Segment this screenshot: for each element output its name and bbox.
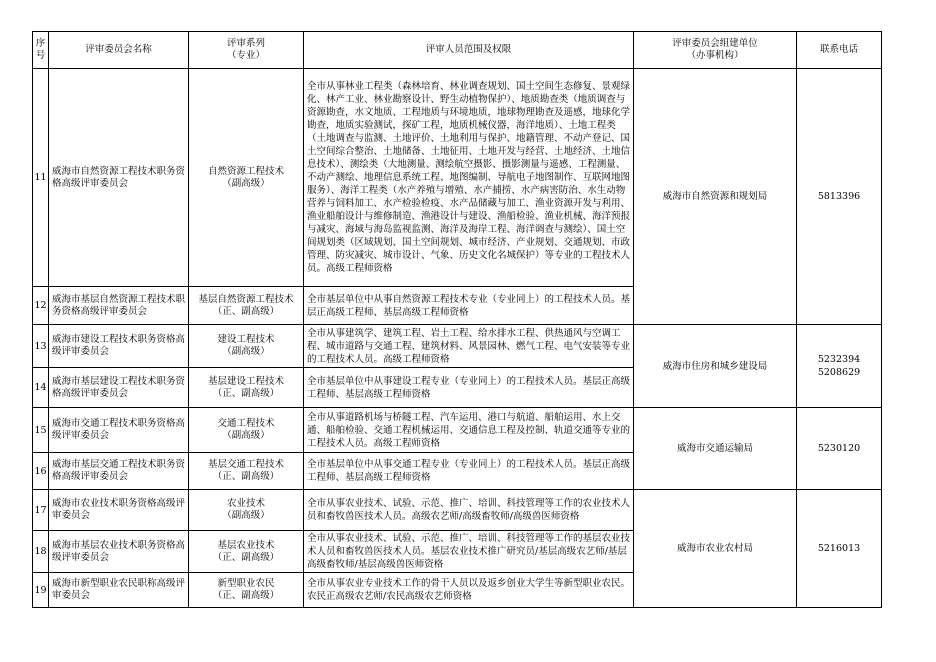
row-seq: 12 [33,287,49,325]
row-seq: 13 [33,325,49,368]
evaluation-series: 基层交通工程技术 （正、副高级） [189,453,304,490]
row-seq: 11 [33,69,49,287]
row-seq: 18 [33,531,49,573]
evaluation-series: 自然资源工程技术 （副高级） [189,69,304,287]
organizing-unit: 威海市自然资源和规划局 [634,69,797,325]
committee-name: 威海市农业技术职务资格高级评审委员会 [49,490,189,531]
row-seq: 17 [33,490,49,531]
evaluation-committee-table [32,31,882,608]
row-seq: 14 [33,368,49,408]
table-row [33,490,882,531]
organizing-unit: 威海市交通运输局 [634,408,797,490]
evaluation-series: 农业技术 （副高级） [189,490,304,531]
contact-phone: 5813396 [797,69,882,325]
header-series: 评审系列 （专业） [189,32,304,69]
evaluation-series: 建设工程技术 （副高级） [189,325,304,368]
evaluation-series: 交通工程技术 （副高级） [189,408,304,453]
evaluation-scope: 全市基层单位中从事交通工程专业（专业同上）的工程技术人员。基层正高级工程师、基层高级工程师资格 [304,453,634,490]
evaluation-series: 基层自然资源工程技术 （正、副高级） [189,287,304,325]
evaluation-series: 基层建设工程技术 （正、副高级） [189,368,304,408]
evaluation-series: 新型职业农民 （正、副高级） [189,573,304,608]
committee-name: 威海市建设工程技术职务资格高级评审委员会 [49,325,189,368]
header-org: 评审委员会组建单位 （办事机构） [634,32,797,69]
evaluation-scope: 全市从事林业工程类（森林培育、林业调查规划、国土空间生态修复、景观绿化、林产工业、林业勘察设计、野生动植物保护）、地质勘查类（地质调查与资源勘查，水文地质、工程地质与环境地质，地球物理勘查及遥感，地球化学勘查，地质实验测试，探矿工程，地质机械仪器，海洋地质）、土地工程类（土地调查与监测、土地评价、土地利用与保护、地籍管理、不动产登记、国土空间综合整治、土地储备、土地征用、土地开发与经营、土地经济、土地信息技术）、测绘类（大地测量、测绘航空摄影、摄影测量与遥感、工程测量、不动产测绘、地理信息系统工程、地图编制、导航电子地图制作、互联网地图服务）、海洋工程类（水产养殖与增殖、水产捕捞、水产病害防治、水生动物营养与饲料加工、水产检验检疫、水产品储藏与加工、渔业资源开发与利用、渔业船舶设计与维修制造、渔港设计与建设、渔船检验、渔业机械、海洋预报与减灾、海域与海岛监视监测、海洋及海岸工程、海洋调查与测绘）、国土空间规划类（区域规划、国土空间规划、城市经济、产业规划、交通规划、市政管理、防灾减灾、城市设计、气象、历史文化名城保护）等专业的工程技术人员。高级工程师资格 [304,69,634,287]
committee-name: 威海市基层建设工程技术职务资格高级评审委员会 [49,368,189,408]
header-seq: 序 号 [33,32,49,69]
table-row [33,408,882,453]
evaluation-series: 基层农业技术 （正、副高级） [189,531,304,573]
committee-name: 威海市交通工程技术职务资格高级评审委员会 [49,408,189,453]
evaluation-scope: 全市从事建筑学、建筑工程、岩土工程、给水排水工程、供热通风与空调工程、城市道路与交通工程、建筑材料、风景园林、燃气工程、电气安装等专业的工程技术人员。高级工程师资格 [304,325,634,368]
table-row [33,325,882,368]
organizing-unit: 威海市农业农村局 [634,490,797,608]
row-seq: 16 [33,453,49,490]
committee-name: 威海市基层农业技术职务资格高级评审委员会 [49,531,189,573]
evaluation-scope: 全市从事农业专业技术工作的骨干人员以及返乡创业大学生等新型职业农民。农民正高级农艺师/农民高级农艺师资格 [304,573,634,608]
committee-name: 威海市自然资源工程技术职务资格高级评审委员会 [49,69,189,287]
evaluation-scope: 全市从事道路机场与桥隧工程、汽车运用、港口与航道、船舶运用、水上交通、船舶检验、交通工程机械运用、交通信息工程及控制、轨道交通等专业的工程技术人员。高级工程师资格 [304,408,634,453]
header-phone: 联系电话 [797,32,882,69]
row-seq: 19 [33,573,49,608]
contact-phone: 5216013 [797,490,882,608]
organizing-unit: 威海市住房和城乡建设局 [634,325,797,408]
committee-name: 威海市基层交通工程技术职务资格高级评审委员会 [49,453,189,490]
evaluation-scope: 全市基层单位中从事自然资源工程技术专业（专业同上）的工程技术人员。基层正高级工程师、基层高级工程师资格 [304,287,634,325]
row-seq: 15 [33,408,49,453]
table-row [33,69,882,287]
header-scope: 评审人员范围及权限 [304,32,634,69]
evaluation-scope: 全市从事农业技术、试验、示范、推广、培训、科技管理等工作的基层农业技术人员和畜牧兽医技术人员。基层农业技术推广研究员/基层高级农艺师/基层高级畜牧师/基层高级兽医师资格 [304,531,634,573]
evaluation-scope: 全市基层单位中从事建设工程专业（专业同上）的工程技术人员。基层正高级工程师、基层高级工程师资格 [304,368,634,408]
contact-phone: 5230120 [797,408,882,490]
committee-name: 威海市基层自然资源工程技术职务资格高级评审委员会 [49,287,189,325]
header-row [33,32,882,69]
evaluation-scope: 全市从事农业技术、试验、示范、推广、培训、科技管理等工作的农业技术人员和畜牧兽医技术人员。高级农艺师/高级畜牧师/高级兽医师资格 [304,490,634,531]
contact-phone: 5232394 5208629 [797,325,882,408]
committee-name: 威海市新型职业农民职称高级评审委员会 [49,573,189,608]
header-name: 评审委员会名称 [49,32,189,69]
